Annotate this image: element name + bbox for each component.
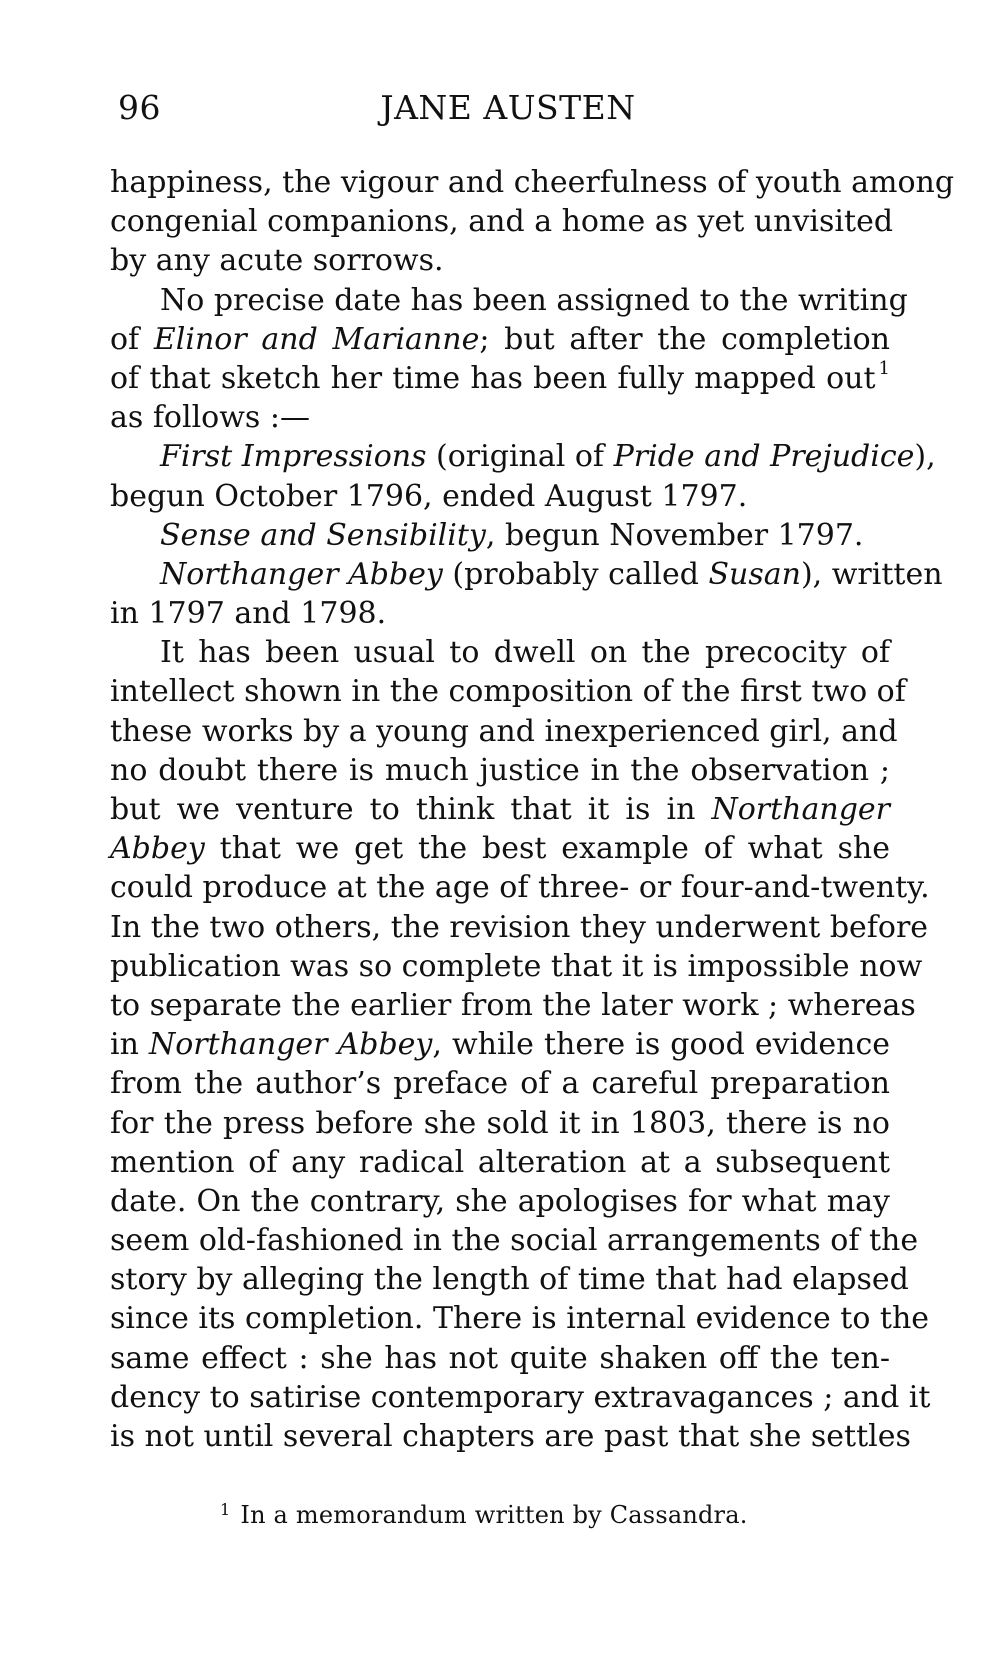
text-line: dency to satirise contemporary extravagances ; and it: [110, 1379, 931, 1415]
text-span: (original of: [426, 439, 614, 475]
text-line: [110, 437, 936, 476]
body-text: [110, 163, 955, 1456]
title-first-impressions: First Impressions: [160, 439, 427, 475]
text-line: [110, 320, 890, 359]
text-line: [110, 516, 890, 555]
title-pride-and-prejudice: Pride and Prejudice: [613, 439, 915, 475]
title-abbey: Abbey: [110, 831, 205, 867]
text-line: [110, 790, 890, 829]
text-span: in: [110, 1027, 149, 1063]
text-line: since its completion. There is internal evidence to the: [110, 1301, 930, 1337]
text-line: from the author’s preface of a careful preparation: [110, 1066, 890, 1102]
text-span: of: [110, 321, 154, 357]
text-line: [110, 1025, 890, 1064]
text-line: for the press before she sold it in 1803, there is no: [110, 1105, 890, 1141]
footnote-reference: 1: [878, 357, 890, 379]
text-line: these works by a young and inexperienced girl, and: [110, 713, 898, 749]
page-number: 96: [118, 88, 161, 127]
text-span: , while there is good evidence: [432, 1027, 890, 1063]
text-line: No precise date has been assigned to the writing: [160, 282, 908, 318]
title-northanger: Northanger: [711, 792, 890, 827]
text-line: publication was so complete that it is impossible now: [110, 948, 923, 984]
text-span: of that sketch her time has been fully mapped out: [110, 360, 876, 396]
text-span: ; but after the completion: [479, 321, 890, 357]
running-title: JANE AUSTEN: [380, 88, 636, 127]
title-northanger-abbey-2: Northanger Abbey: [148, 1027, 433, 1063]
title-susan: Susan: [708, 556, 801, 592]
footnote-mark: 1: [220, 1500, 231, 1519]
text-line: is not until several chapters are past that she settles: [110, 1419, 911, 1454]
text-line: in 1797 and 1798.: [110, 596, 387, 632]
text-line: story by alleging the length of time that had elapsed: [110, 1262, 909, 1298]
page-header: [118, 88, 898, 138]
text-line: congenial companions, and a home as yet unvisited: [110, 204, 894, 240]
text-line: [110, 359, 890, 398]
text-line: seem old-fashioned in the social arrangements of the: [110, 1223, 919, 1259]
text-span: that we get the best example of what she: [204, 831, 890, 867]
text-line: [110, 829, 890, 868]
text-line: It has been usual to dwell on the precocity of: [160, 635, 890, 671]
text-line: by any acute sorrows.: [110, 243, 444, 279]
text-line: to separate the earlier from the later work ; whereas: [110, 987, 916, 1023]
text-line: intellect shown in the composition of the first two of: [110, 674, 906, 710]
text-line: same effect : she has not quite shaken off the ten-: [110, 1340, 890, 1376]
text-line: as follows :—: [110, 400, 310, 436]
text-line: date. On the contrary, she apologises for what may: [110, 1183, 890, 1219]
title-northanger-abbey: Northanger Abbey: [160, 556, 443, 592]
title-elinor-and-marianne: Elinor and Marianne: [153, 321, 480, 357]
text-span: ), written: [800, 556, 943, 592]
text-line: In the two others, the revision they underwent before: [110, 909, 929, 945]
text-span: (probably called: [442, 556, 709, 592]
text-span: , begun November 1797.: [485, 517, 864, 553]
text-line: mention of any radical alteration at a subsequent: [110, 1144, 890, 1180]
footnote-text: In a memorandum written by Cassandra.: [240, 1501, 748, 1529]
title-sense-and-sensibility: Sense and Sensibility: [160, 517, 486, 553]
text-line: [110, 555, 943, 594]
text-line: happiness, the vigour and cheerfulness of youth among: [110, 165, 955, 200]
text-line: no doubt there is much justice in the observation ;: [110, 752, 890, 788]
text-line: could produce at the age of three- or four-and-twenty.: [110, 870, 930, 906]
text-span: but we venture to think that it is in: [110, 792, 712, 827]
text-span: ),: [914, 439, 936, 475]
footnote: [220, 1500, 748, 1529]
text-line: begun October 1796, ended August 1797.: [110, 478, 748, 514]
